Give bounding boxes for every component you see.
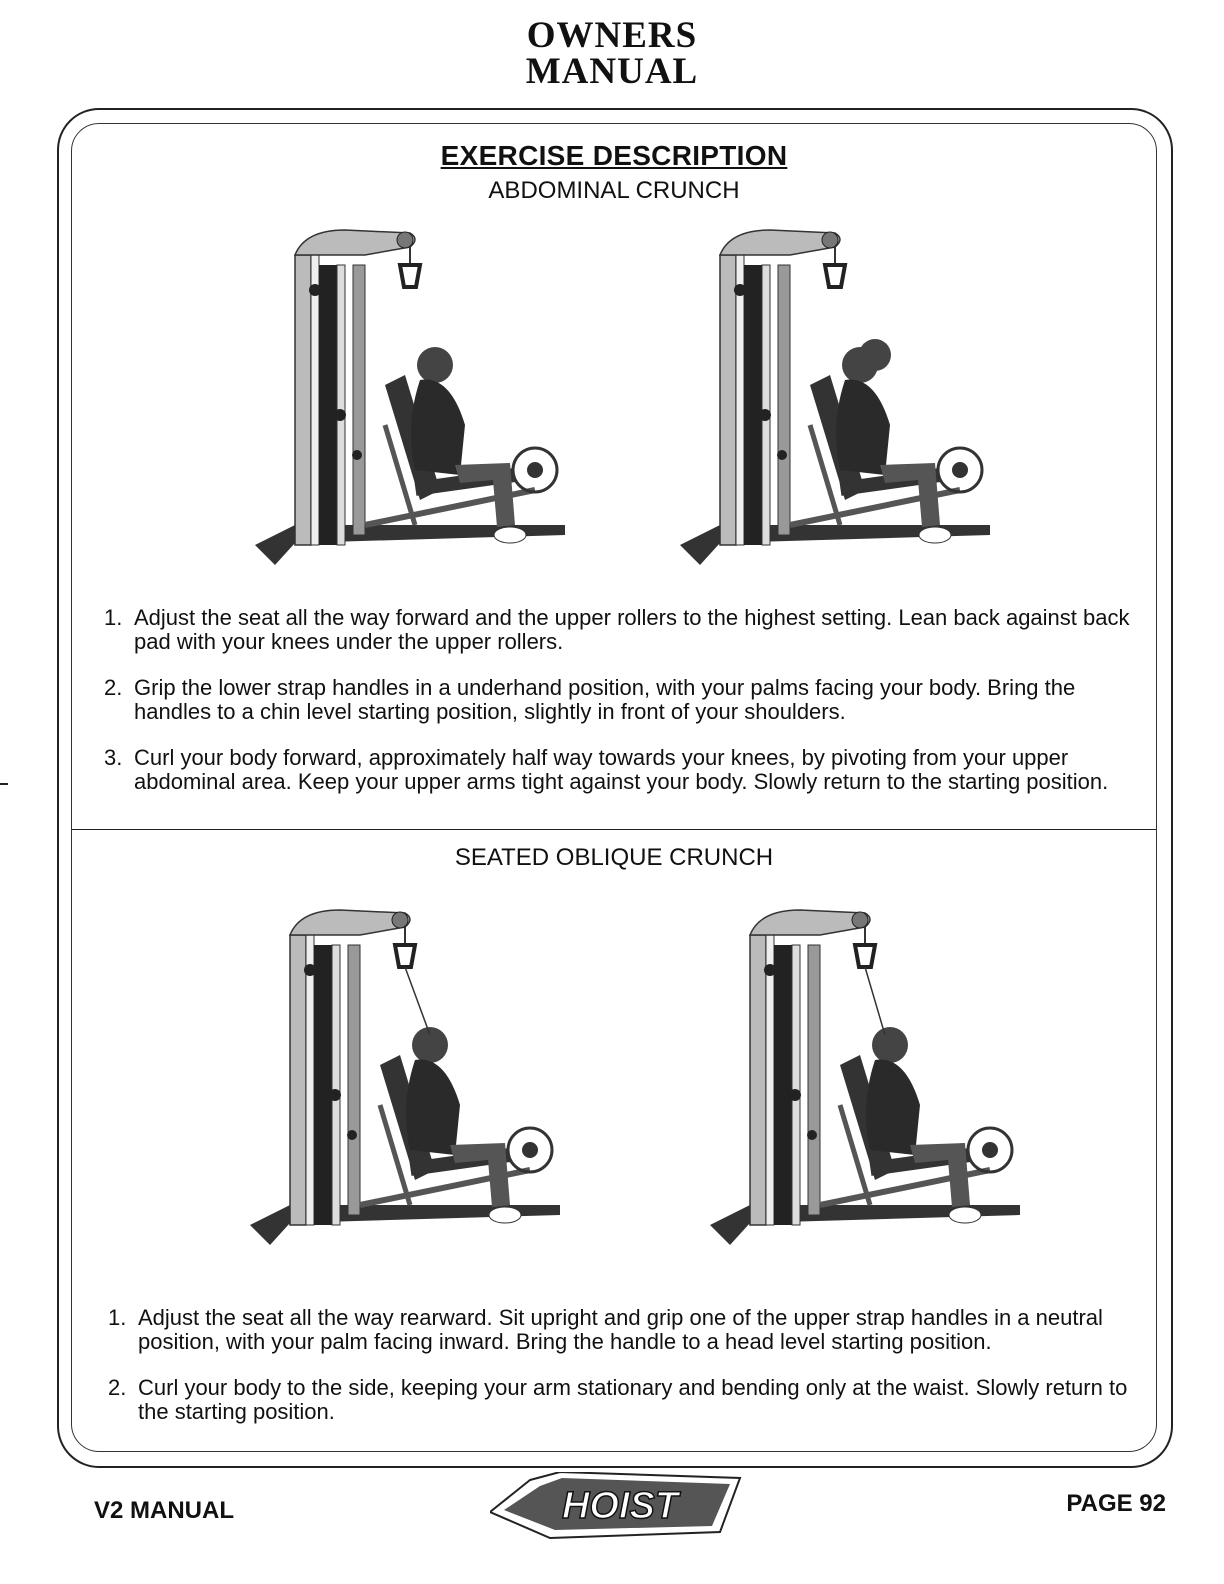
step-number: 1. bbox=[104, 605, 123, 630]
step-item bbox=[104, 746, 1134, 794]
abdominal-crunch-steps bbox=[104, 606, 1134, 816]
step-text: Curl your body forward, approximately half way towards your knees, by pivoting from your upper abdominal area. Keep your upper arms tight against your body. Slowly return to the starting position. bbox=[134, 745, 1109, 794]
step-number: 3. bbox=[104, 745, 123, 770]
step-text: Grip the lower strap handles in a underhand position, with your palms facing your body. Bring the handles to a chin level starting position, slightly in front of your shoulders. bbox=[134, 675, 1076, 724]
exercise-title-abdominal-crunch: ABDOMINAL CRUNCH bbox=[488, 177, 740, 204]
oblique-crunch-finish-figure bbox=[690, 905, 1030, 1260]
step-item bbox=[104, 606, 1134, 654]
step-text: Curl your body to the side, keeping your arm stationary and bending only at the waist. Slowly return to the starting position. bbox=[138, 1375, 1128, 1424]
oblique-crunch-start-figure bbox=[230, 905, 570, 1260]
manual-title-line1: OWNERS bbox=[526, 15, 698, 56]
step-number: 1. bbox=[108, 1305, 127, 1330]
margin-mark bbox=[0, 783, 8, 785]
section-divider bbox=[72, 829, 1156, 830]
step-item bbox=[108, 1376, 1148, 1424]
footer-manual-label: V2 MANUAL bbox=[94, 1497, 235, 1524]
abdominal-crunch-finish-figure bbox=[660, 225, 1000, 570]
section-title: EXERCISE DESCRIPTION bbox=[440, 140, 788, 171]
exercise-title-seated-oblique-crunch: SEATED OBLIQUE CRUNCH bbox=[454, 844, 774, 871]
step-item bbox=[104, 676, 1134, 724]
step-number: 2. bbox=[104, 675, 123, 700]
step-text: Adjust the seat all the way rearward. Sit upright and grip one of the upper strap handles in a neutral position, with your palm facing inward. Bring the handle to a head level starting position. bbox=[138, 1305, 1103, 1354]
manual-title-line2: MANUAL bbox=[525, 51, 699, 92]
step-number: 2. bbox=[108, 1375, 127, 1400]
hoist-logo-text: HOIST bbox=[561, 1485, 679, 1527]
hoist-logo bbox=[490, 1472, 750, 1542]
step-text: Adjust the seat all the way forward and the upper rollers to the highest setting. Lean back against back pad with your knees under the upper rollers. bbox=[134, 605, 1130, 654]
oblique-crunch-steps bbox=[108, 1306, 1148, 1446]
abdominal-crunch-start-figure bbox=[235, 225, 575, 570]
footer-page-number: PAGE 92 bbox=[1066, 1490, 1166, 1517]
step-item bbox=[108, 1306, 1148, 1354]
